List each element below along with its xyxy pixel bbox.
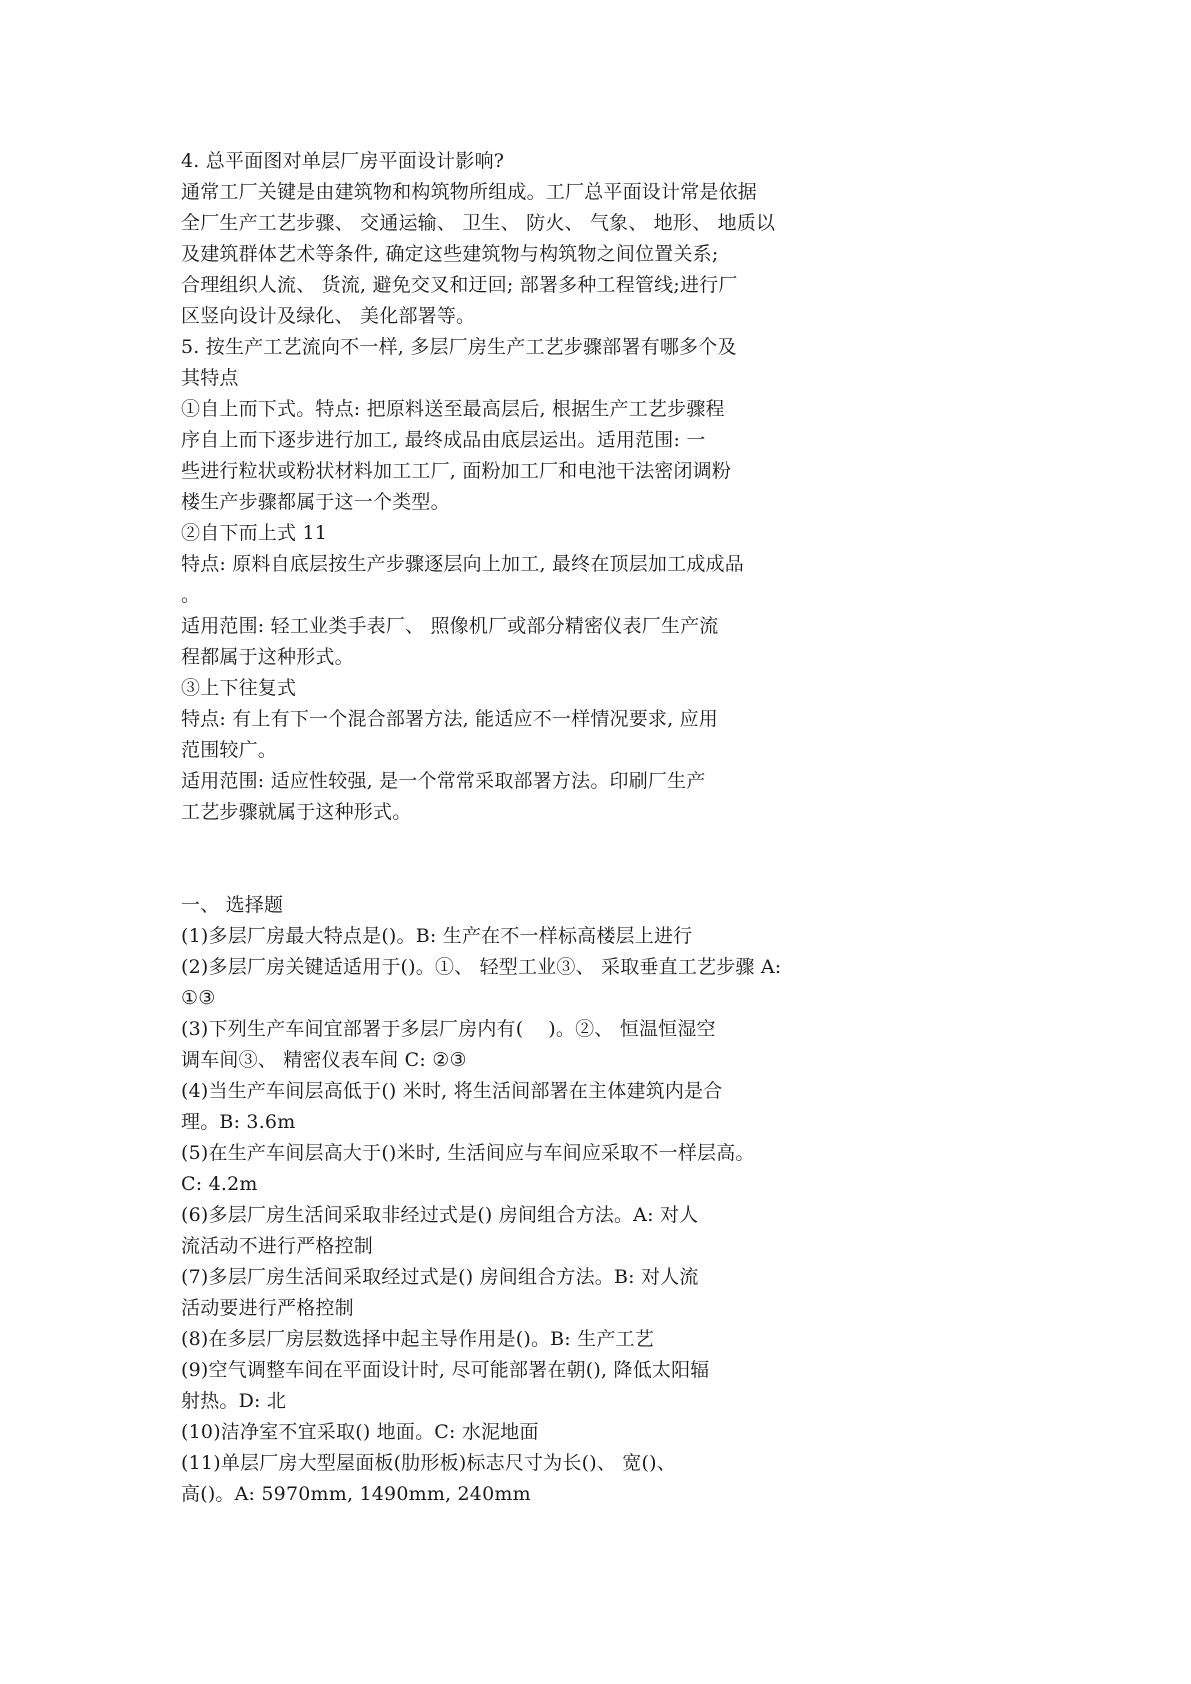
text-line: ②自下而上式 11 (181, 522, 328, 544)
text-line: (4)当生产车间层高低于() 米时, 将生活间部署在主体建筑内是合 (181, 1080, 723, 1102)
text-line: (8)在多层厂房层数选择中起主导作用是()。B: 生产工艺 (181, 1328, 654, 1350)
text-line: (3)下列生产车间宜部署于多层厂房内有( )。②、 恒温恒湿空 (181, 1018, 716, 1040)
text-line: 区竖向设计及绿化、 美化部署等。 (181, 305, 476, 327)
text-line: 流活动不进行严格控制 (181, 1235, 374, 1257)
text-line: 一、 选择题 (181, 894, 284, 916)
section-design-questions (181, 146, 1181, 828)
text-line: 楼生产步骤都属于这一个类型。 (181, 491, 450, 513)
text-line: 特点: 原料自底层按生产步骤逐层向上加工, 最终在顶层加工成成品 (181, 553, 744, 575)
text-line: 合理组织人流、 货流, 避免交叉和迂回; 部署多种工程管线;进行厂 (181, 274, 738, 296)
text-line: 全厂生产工艺步骤、 交通运输、 卫生、 防火、 气象、 地形、 地质以 (181, 212, 776, 234)
text-line: (5)在生产车间层高大于()米时, 生活间应与车间应采取不一样层高。 (181, 1142, 755, 1164)
document-body (181, 146, 1181, 1510)
text-line: 范围较广。 (181, 739, 278, 761)
text-line: 通常工厂关键是由建筑物和构筑物所组成。工厂总平面设计常是依据 (181, 181, 758, 203)
text-line: 射热。D: 北 (181, 1390, 287, 1412)
text-line: 。 (181, 584, 201, 606)
text-line: 活动要进行严格控制 (181, 1297, 354, 1319)
text-line: 适用范围: 适应性较强, 是一个常常采取部署方法。印刷厂生产 (181, 770, 706, 792)
text-line: 适用范围: 轻工业类手表厂、 照像机厂或部分精密仪表厂生产流 (181, 615, 719, 637)
section-gap (181, 828, 1181, 890)
section-multiple-choice (181, 890, 1181, 1510)
text-line: 程都属于这种形式。 (181, 646, 354, 668)
text-line: (9)空气调整车间在平面设计时, 尽可能部署在朝(), 降低太阳辐 (181, 1359, 710, 1381)
text-line: (6)多层厂房生活间采取非经过式是() 房间组合方法。A: 对人 (181, 1204, 699, 1226)
text-line: ③上下往复式 (181, 677, 297, 699)
text-line: 些进行粒状或粉状材料加工工厂, 面粉加工厂和电池干法密闭调粉 (181, 460, 732, 482)
text-line: (1)多层厂房最大特点是()。B: 生产在不一样标高楼层上进行 (181, 925, 693, 947)
text-line: (7)多层厂房生活间采取经过式是() 房间组合方法。B: 对人流 (181, 1266, 699, 1288)
text-line: ①自上而下式。特点: 把原料送至最高层后, 根据生产工艺步骤程 (181, 398, 725, 420)
text-line: 理。B: 3.6m (181, 1111, 296, 1133)
text-line: ①③ (181, 987, 216, 1009)
text-line: (11)单层厂房大型屋面板(肋形板)标志尺寸为长()、 宽()、 (181, 1452, 676, 1474)
text-line: 及建筑群体艺术等条件, 确定这些建筑物与构筑物之间位置关系; (181, 243, 719, 265)
text-line: 高()。A: 5970mm, 1490mm, 240mm (181, 1483, 531, 1505)
text-line: 特点: 有上有下一个混合部署方法, 能适应不一样情况要求, 应用 (181, 708, 719, 730)
text-line: C: 4.2m (181, 1173, 258, 1195)
text-line: (10)洁净室不宜采取() 地面。C: 水泥地面 (181, 1421, 539, 1443)
text-line: 其特点 (181, 367, 239, 389)
text-line: (2)多层厂房关键适适用于()。①、 轻型工业③、 采取垂直工艺步骤 A: (181, 956, 782, 978)
text-line: 工艺步骤就属于这种形式。 (181, 801, 412, 823)
text-line: 4. 总平面图对单层厂房平面设计影响? (181, 150, 505, 172)
text-line: 序自上而下逐步进行加工, 最终成品由底层运出。适用范围: 一 (181, 429, 706, 451)
text-line: 5. 按生产工艺流向不一样, 多层厂房生产工艺步骤部署有哪多个及 (181, 336, 737, 358)
text-line: 调车间③、 精密仪表车间 C: ②③ (181, 1049, 467, 1071)
